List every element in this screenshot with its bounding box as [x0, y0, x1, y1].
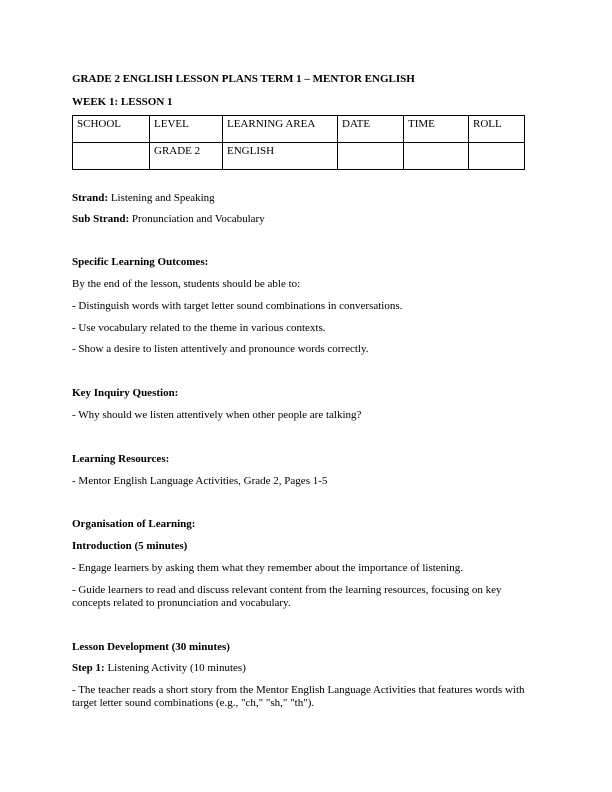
list-item: - Use vocabulary related to the theme in various contexts.	[72, 322, 326, 334]
strand-line	[72, 192, 215, 205]
list-item: - The teacher reads a short story from the Mentor English Language Activities that features words with target letter sound combinations (e.g., "ch," "sh," "th").	[72, 684, 525, 709]
lesson-info-table	[72, 115, 525, 170]
table-row	[73, 143, 525, 170]
table-cell	[73, 143, 150, 170]
table-header-cell: LEVEL	[150, 116, 223, 143]
outcomes-heading: Specific Learning Outcomes:	[72, 256, 209, 268]
sub-strand-value: Pronunciation and Vocabulary	[129, 213, 265, 225]
outcomes-intro: By the end of the lesson, students should be able to:	[72, 278, 301, 290]
step1-line	[72, 662, 246, 675]
strand-label: Strand:	[72, 192, 109, 204]
development-heading: Lesson Development (30 minutes)	[72, 641, 230, 653]
list-item: - Guide learners to read and discuss relevant content from the learning resources, focusing on key concepts related to pronunciation and vocabulary.	[72, 584, 502, 609]
table-cell: GRADE 2	[150, 143, 223, 170]
table-header-cell: SCHOOL	[73, 116, 150, 143]
sub-strand-label: Sub Strand:	[72, 213, 130, 225]
table-header-cell: LEARNING AREA	[223, 116, 338, 143]
table-cell	[338, 143, 404, 170]
table-cell: ENGLISH	[223, 143, 338, 170]
resources-heading: Learning Resources:	[72, 453, 170, 465]
table-header-cell: ROLL	[469, 116, 525, 143]
list-item: - Engage learners by asking them what they remember about the importance of listening.	[72, 562, 463, 574]
introduction-heading: Introduction (5 minutes)	[72, 540, 188, 552]
sub-strand-line	[72, 213, 265, 226]
table-header-row	[73, 116, 525, 143]
week-lesson-heading: WEEK 1: LESSON 1	[72, 96, 173, 108]
table-cell	[469, 143, 525, 170]
list-item: - Mentor English Language Activities, Grade 2, Pages 1-5	[72, 475, 328, 487]
table-header-cell: DATE	[338, 116, 404, 143]
organisation-heading: Organisation of Learning:	[72, 518, 196, 530]
list-item: - Show a desire to listen attentively and pronounce words correctly.	[72, 343, 369, 355]
list-item: - Why should we listen attentively when other people are talking?	[72, 409, 362, 421]
step1-value: Listening Activity (10 minutes)	[104, 662, 246, 674]
list-item: - Distinguish words with target letter sound combinations in conversations.	[72, 300, 403, 312]
table-cell	[404, 143, 469, 170]
inquiry-heading: Key Inquiry Question:	[72, 387, 179, 399]
step1-label: Step 1:	[72, 662, 105, 674]
strand-value: Listening and Speaking	[108, 192, 215, 204]
table-header-cell: TIME	[404, 116, 469, 143]
document-title: GRADE 2 ENGLISH LESSON PLANS TERM 1 – MENTOR ENGLISH	[72, 73, 415, 85]
